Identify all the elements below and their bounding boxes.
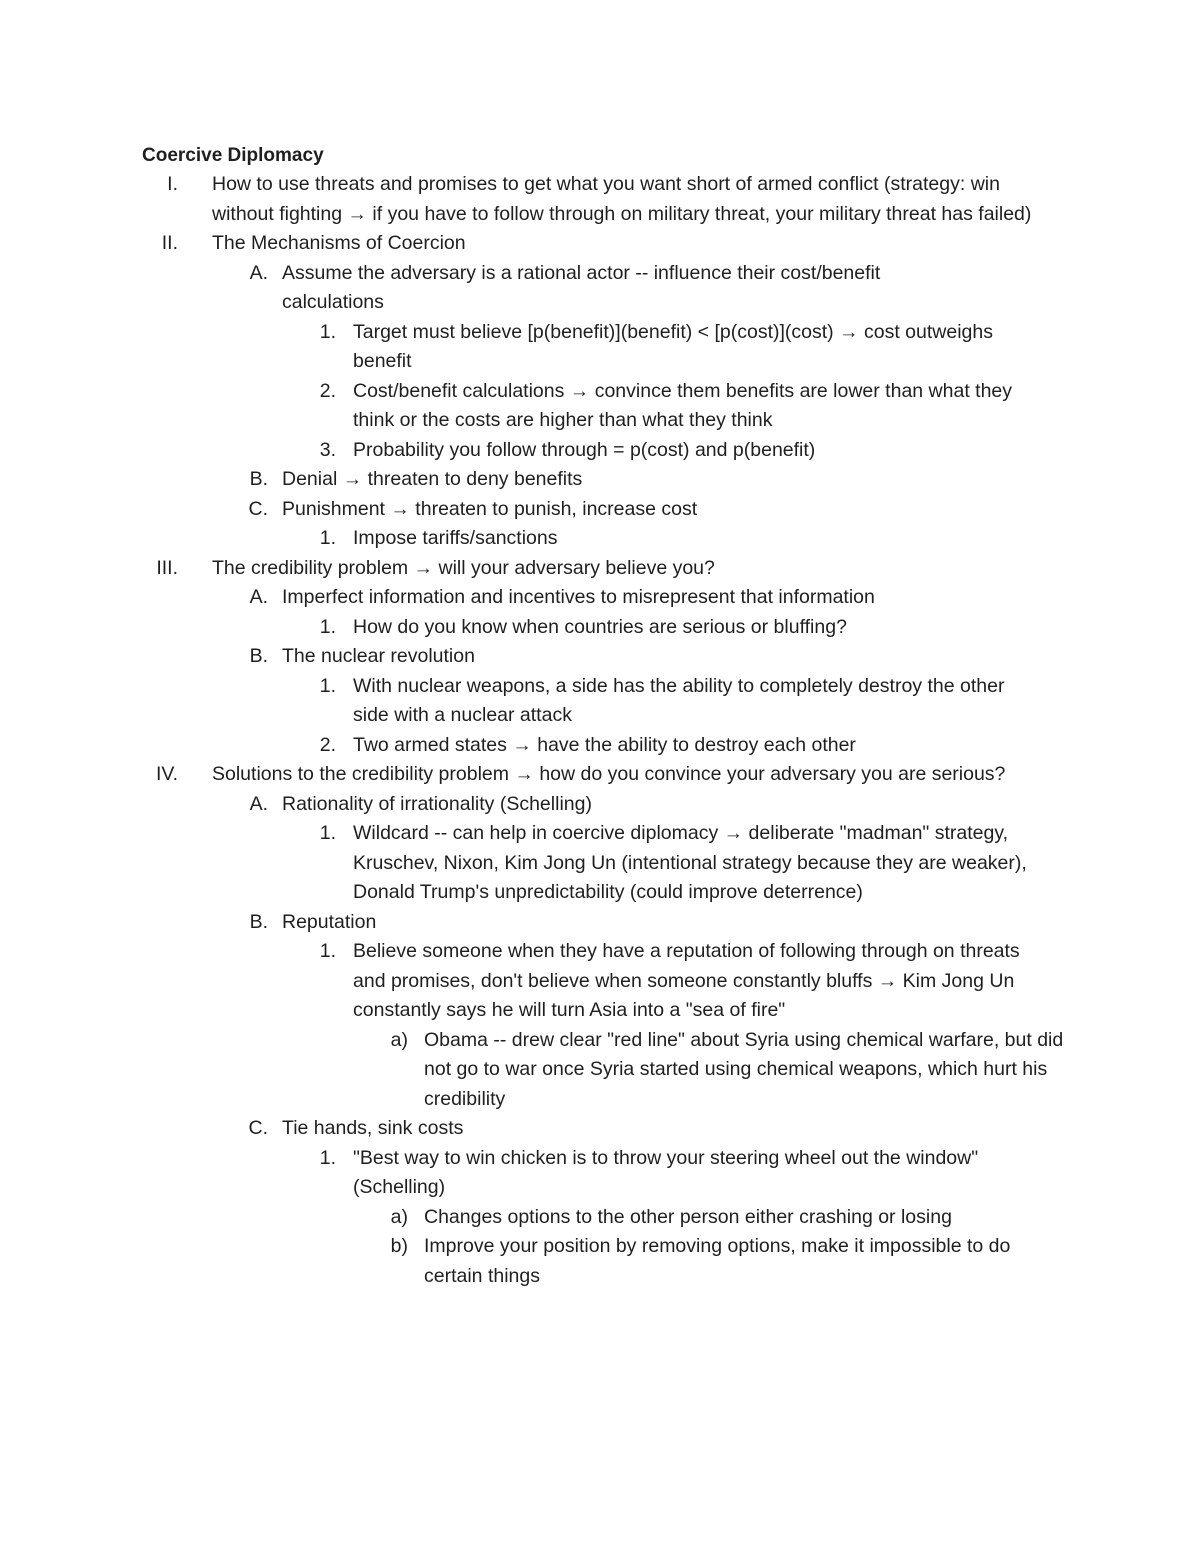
outline-item-level-3 <box>0 672 1200 731</box>
outline-marker: A. <box>249 792 268 815</box>
outline-text: The credibility problem → will your adversary believe you? <box>212 556 715 579</box>
outline-text: Improve your position by removing options, make it impossible to do certain things <box>424 1235 1011 1287</box>
outline-text: Denial → threaten to deny benefits <box>282 468 583 490</box>
outline-text: Impose tariffs/sanctions <box>353 527 558 549</box>
outline-marker: B. <box>249 468 268 490</box>
outline-item-level-1 <box>0 760 1200 790</box>
outline-item-level-4 <box>0 1203 1200 1233</box>
outline-marker: 1. <box>319 615 336 638</box>
outline-marker: 1. <box>319 822 336 844</box>
outline-item-level-2 <box>0 495 1200 525</box>
outline-text: Cost/benefit calculations → convince them benefits are lower than what they think or the costs are higher than what they think <box>353 379 1013 431</box>
outline-item-level-3 <box>0 524 1200 554</box>
outline-marker: C. <box>248 1117 268 1139</box>
outline-item-level-2 <box>0 790 1200 820</box>
outline-item-level-3 <box>0 436 1200 466</box>
outline-marker: I. <box>167 173 178 195</box>
outline-text: How do you know when countries are serious or bluffing? <box>353 615 847 638</box>
outline-item-level-1 <box>0 554 1200 584</box>
outline-text: The Mechanisms of Coercion <box>212 232 466 254</box>
outline-marker: 1. <box>319 320 336 343</box>
outline-text: Target must believe [p(benefit)](benefit) < [p(cost)](cost) → cost outweighs benefit <box>353 320 993 372</box>
outline-marker: 1. <box>319 527 336 549</box>
outline-text: With nuclear weapons, a side has the ability to completely destroy the other side with a nuclear attack <box>353 674 1005 726</box>
outline-marker: 1. <box>319 674 336 697</box>
outline-marker: B. <box>249 645 268 667</box>
outline-marker: a) <box>390 1028 408 1051</box>
outline-text: Wildcard -- can help in coercive diplomacy → deliberate "madman" strategy, Kruschev, Nixon, Kim Jong Un (intentional strategy because they are weaker), Donald Trump's unpredictability (could improve deterrence) <box>353 822 1027 903</box>
outline-item-level-1 <box>0 229 1200 259</box>
outline-marker: III. <box>156 556 178 579</box>
outline-text: Probability you follow through = p(cost) and p(benefit) <box>353 438 816 461</box>
outline-marker: 3. <box>319 438 336 461</box>
outline-text: Obama -- drew clear "red line" about Syria using chemical warfare, but did not go to war once Syria started using chemical weapons, which hurt his credibility <box>424 1028 1064 1110</box>
outline-marker: B. <box>249 910 268 933</box>
outline-marker: A. <box>249 586 268 608</box>
outline-text: Assume the adversary is a rational actor -- influence their cost/benefit calculations <box>282 261 881 313</box>
outline-item-level-2 <box>0 908 1200 938</box>
outline-item-level-4 <box>0 1026 1200 1115</box>
outline-item-level-3 <box>0 1144 1200 1203</box>
outline-item-level-2 <box>0 642 1200 672</box>
outline-item-level-2 <box>0 583 1200 613</box>
outline-text: Punishment → threaten to punish, increase cost <box>282 497 698 520</box>
outline-marker: 2. <box>319 379 336 402</box>
outline-item-level-3 <box>0 819 1200 908</box>
outline-text: Imperfect information and incentives to misrepresent that information <box>282 586 875 608</box>
outline-item-level-1 <box>0 170 1200 229</box>
outline-marker: A. <box>249 261 268 284</box>
outline-item-level-3 <box>0 377 1200 436</box>
outline-item-level-4 <box>0 1232 1200 1291</box>
outline-marker: b) <box>390 1235 408 1257</box>
outline-text: Tie hands, sink costs <box>282 1117 464 1139</box>
outline-marker: 1. <box>319 1146 336 1169</box>
outline-text: Changes options to the other person either crashing or losing <box>424 1205 952 1228</box>
outline-marker: a) <box>390 1205 408 1228</box>
document-title: Coercive Diplomacy <box>142 145 324 166</box>
outline-item-level-2 <box>0 1114 1200 1144</box>
outline-marker: 1. <box>319 940 336 962</box>
outline-text: How to use threats and promises to get what you want short of armed conflict (strategy: win without fighting → if you have to follow through on military threat, your military threat has failed) <box>212 173 1032 225</box>
outline-list <box>0 170 1200 1291</box>
outline-item-level-3 <box>0 613 1200 643</box>
outline-marker: C. <box>248 497 268 520</box>
outline-text: The nuclear revolution <box>282 645 475 667</box>
outline-item-level-2 <box>0 465 1200 495</box>
outline-text: Solutions to the credibility problem → how do you convince your adversary you are serious? <box>212 763 1006 785</box>
outline-text: Rationality of irrationality (Schelling) <box>282 792 592 815</box>
outline-text: Believe someone when they have a reputation of following through on threats and promises, don't believe when someone constantly bluffs → Kim Jong Un constantly says he will turn Asia into a "sea of fire" <box>353 940 1020 1021</box>
outline-marker: 2. <box>319 733 336 756</box>
outline-marker: IV. <box>155 763 178 785</box>
outline-item-level-2 <box>0 259 1200 318</box>
outline-text: Reputation <box>282 910 377 933</box>
outline-text: "Best way to win chicken is to throw your steering wheel out the window" (Schelling) <box>353 1146 979 1198</box>
outline-text: Two armed states → have the ability to destroy each other <box>353 733 856 756</box>
outline-item-level-3 <box>0 318 1200 377</box>
outline-item-level-3 <box>0 937 1200 1026</box>
outline-item-level-3 <box>0 731 1200 761</box>
outline-marker: II. <box>161 232 178 254</box>
